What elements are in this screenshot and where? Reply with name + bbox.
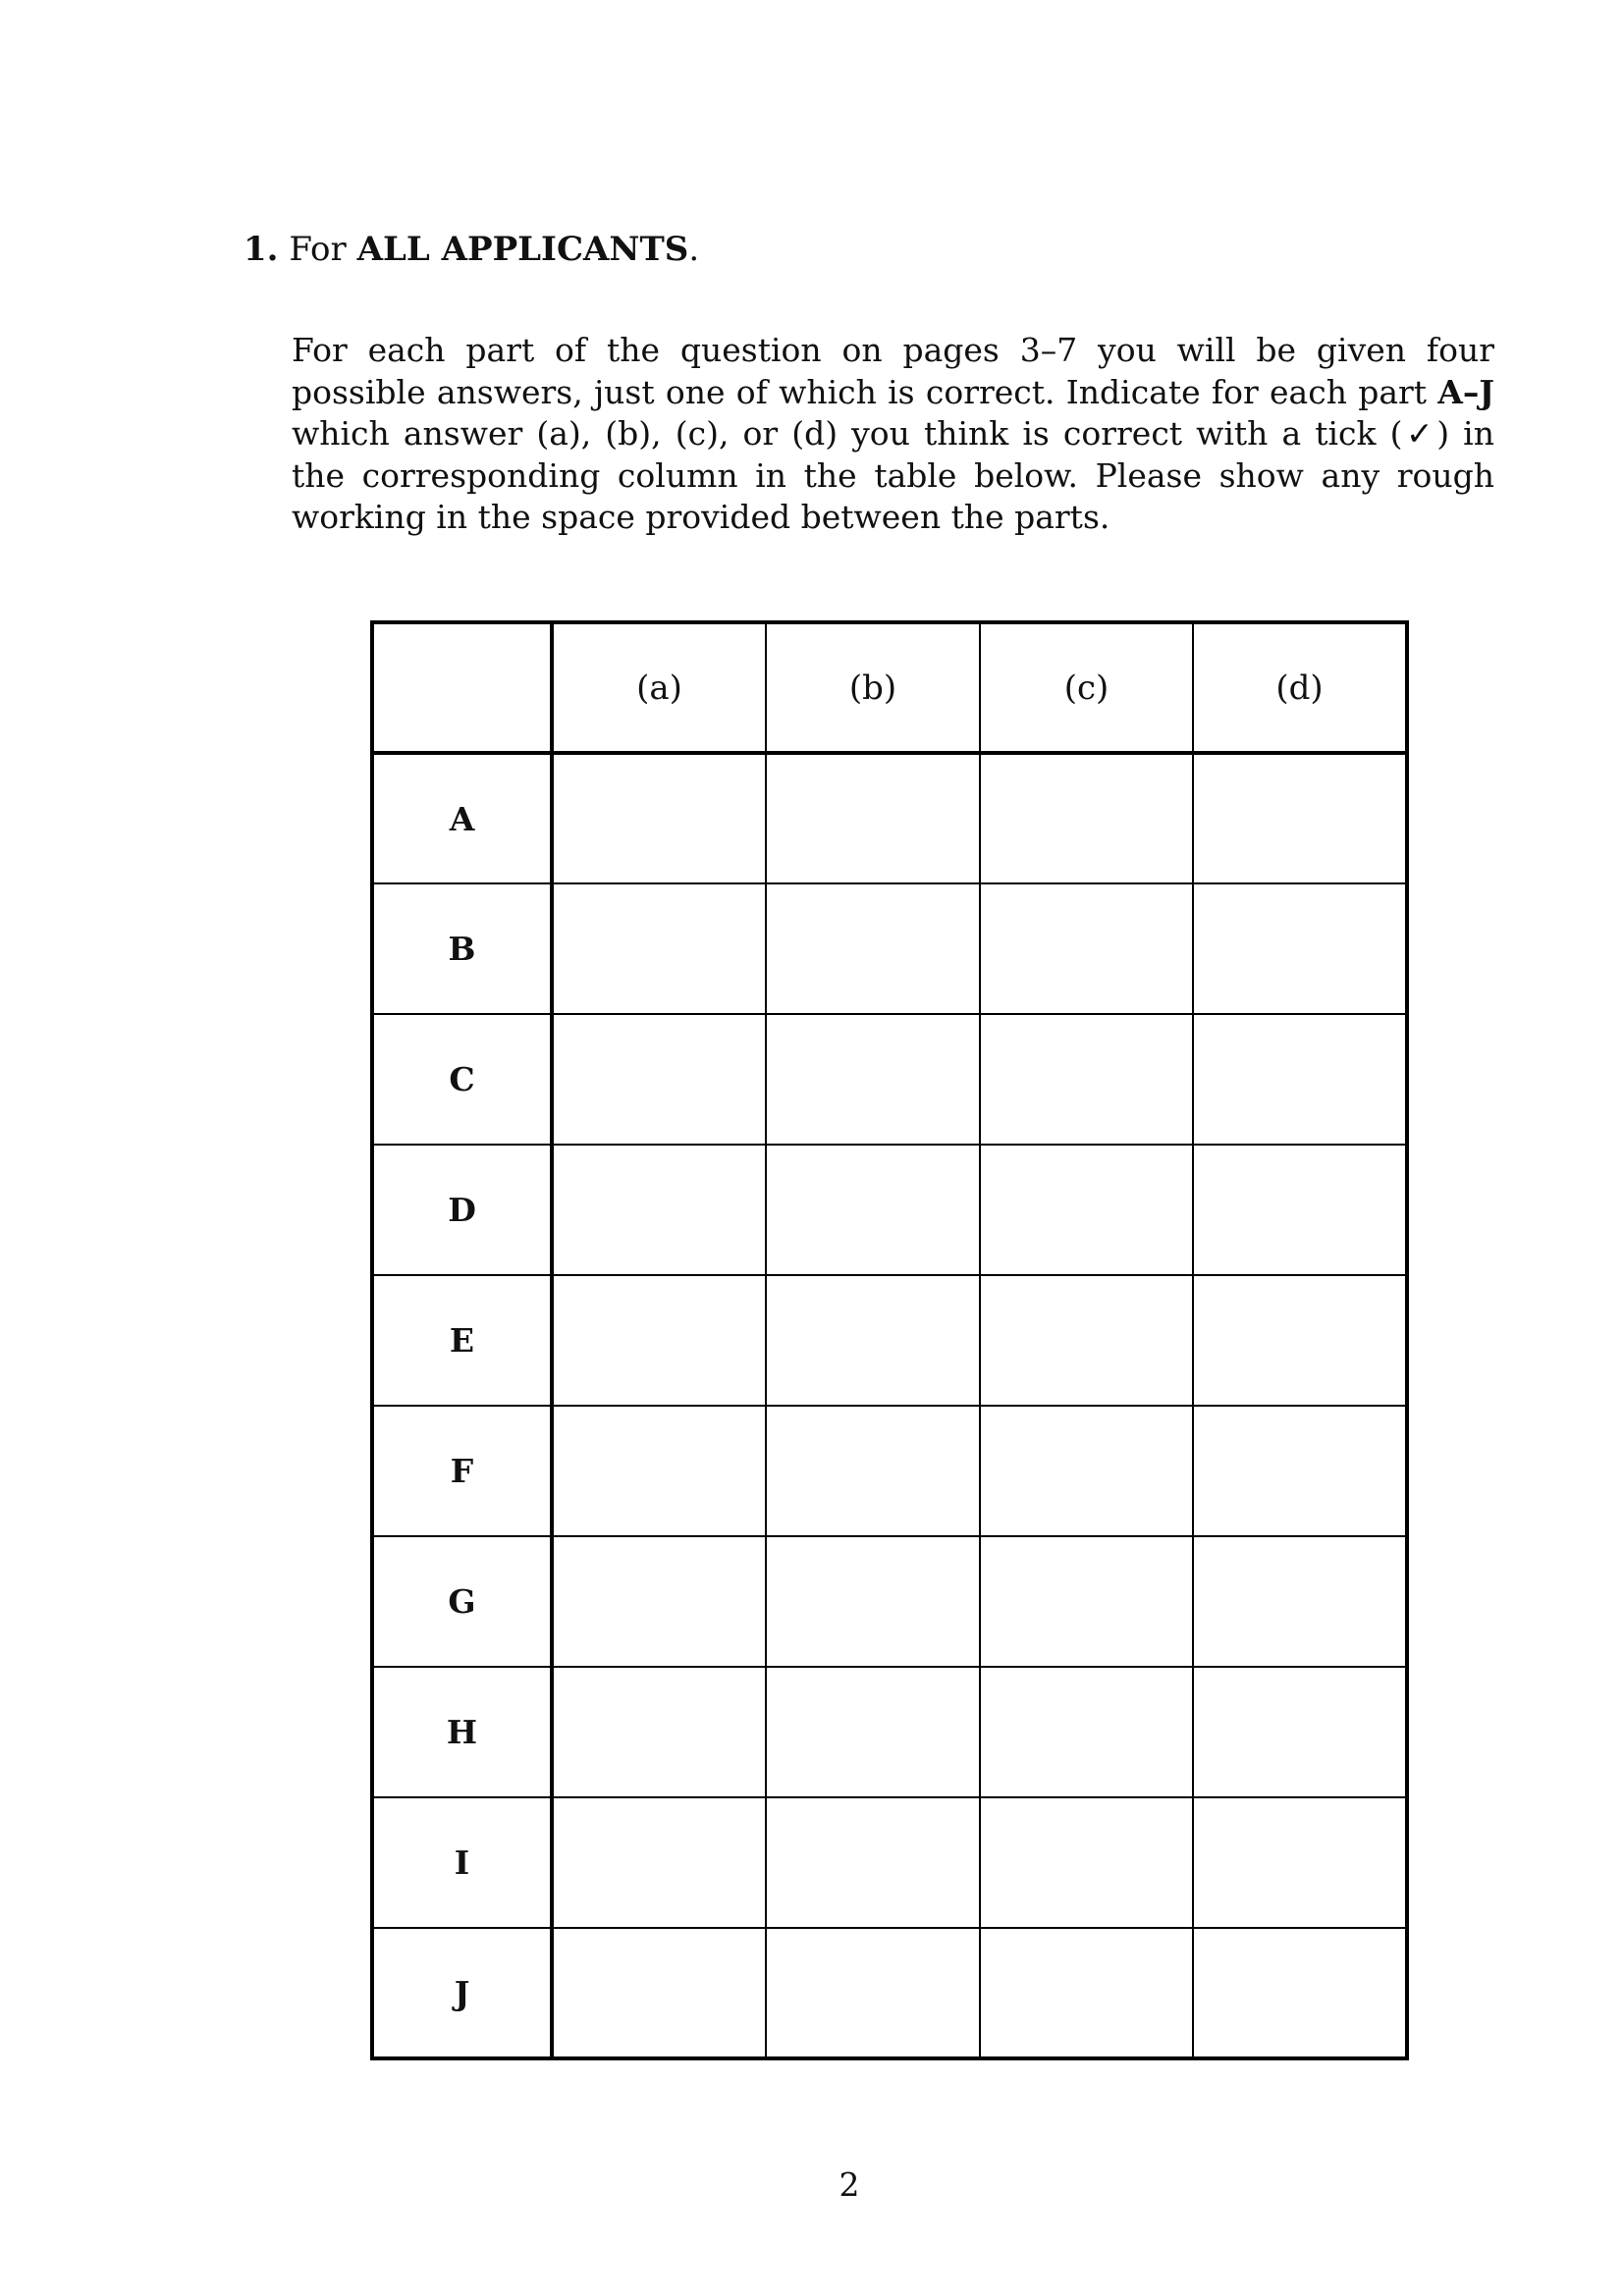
answer-row-c <box>372 1014 1407 1145</box>
answer-cell-e-a[interactable] <box>552 1275 766 1406</box>
question-number: 1. <box>243 230 279 269</box>
answer-row-a <box>372 753 1407 883</box>
answer-cell-j-c[interactable] <box>980 1928 1193 2058</box>
answer-cell-c-d[interactable] <box>1193 1014 1407 1145</box>
answer-cell-b-b[interactable] <box>766 883 980 1014</box>
answer-row-g <box>372 1536 1407 1667</box>
answer-cell-i-b[interactable] <box>766 1797 980 1928</box>
answer-row-b <box>372 883 1407 1014</box>
question-prefix: For <box>289 230 347 269</box>
answer-cell-h-b[interactable] <box>766 1667 980 1797</box>
row-label-g: G <box>372 1536 552 1667</box>
answer-cell-a-a[interactable] <box>552 753 766 883</box>
answer-cell-g-d[interactable] <box>1193 1536 1407 1667</box>
answer-row-e <box>372 1275 1407 1406</box>
row-label-f: F <box>372 1406 552 1536</box>
answer-row-d <box>372 1145 1407 1275</box>
question-heading <box>243 228 699 271</box>
answer-cell-f-d[interactable] <box>1193 1406 1407 1536</box>
answer-cell-j-b[interactable] <box>766 1928 980 2058</box>
answer-cell-f-b[interactable] <box>766 1406 980 1536</box>
answer-cell-d-a[interactable] <box>552 1145 766 1275</box>
answer-cell-g-c[interactable] <box>980 1536 1193 1667</box>
answer-cell-b-d[interactable] <box>1193 883 1407 1014</box>
answer-grid <box>370 620 1409 2060</box>
instructions-parts-range: A–J <box>1437 372 1494 411</box>
question-period: . <box>688 230 700 269</box>
row-label-c: C <box>372 1014 552 1145</box>
answer-row-j <box>372 1928 1407 2058</box>
answer-cell-g-a[interactable] <box>552 1536 766 1667</box>
instructions-paragraph <box>292 330 1494 539</box>
row-label-i: I <box>372 1797 552 1928</box>
answer-row-f <box>372 1406 1407 1536</box>
answer-grid-header-row <box>372 622 1407 753</box>
page-number: 2 <box>839 2165 860 2204</box>
row-label-a: A <box>372 753 552 883</box>
answer-row-h <box>372 1667 1407 1797</box>
answer-cell-a-b[interactable] <box>766 753 980 883</box>
answer-cell-f-c[interactable] <box>980 1406 1193 1536</box>
answer-cell-c-c[interactable] <box>980 1014 1193 1145</box>
row-label-b: B <box>372 883 552 1014</box>
column-header-b: (b) <box>766 622 980 753</box>
answer-cell-e-d[interactable] <box>1193 1275 1407 1406</box>
answer-cell-h-d[interactable] <box>1193 1667 1407 1797</box>
answer-cell-j-a[interactable] <box>552 1928 766 2058</box>
answer-row-i <box>372 1797 1407 1928</box>
answer-cell-c-b[interactable] <box>766 1014 980 1145</box>
answer-grid-corner-cell <box>372 622 552 753</box>
row-label-e: E <box>372 1275 552 1406</box>
instructions-text-2: which answer (a), (b), (c), or (d) you think is correct with a tick (✓) in the corresponding column in the table below. Please show any rough working in the space provided between the parts. <box>292 414 1494 536</box>
answer-cell-f-a[interactable] <box>552 1406 766 1536</box>
answer-cell-b-a[interactable] <box>552 883 766 1014</box>
answer-cell-c-a[interactable] <box>552 1014 766 1145</box>
answer-cell-e-b[interactable] <box>766 1275 980 1406</box>
answer-cell-d-b[interactable] <box>766 1145 980 1275</box>
answer-cell-d-c[interactable] <box>980 1145 1193 1275</box>
answer-cell-a-d[interactable] <box>1193 753 1407 883</box>
answer-cell-a-c[interactable] <box>980 753 1193 883</box>
answer-cell-i-c[interactable] <box>980 1797 1193 1928</box>
answer-cell-e-c[interactable] <box>980 1275 1193 1406</box>
row-label-d: D <box>372 1145 552 1275</box>
column-header-a: (a) <box>552 622 766 753</box>
answer-cell-h-c[interactable] <box>980 1667 1193 1797</box>
answer-cell-g-b[interactable] <box>766 1536 980 1667</box>
row-label-h: H <box>372 1667 552 1797</box>
column-header-c: (c) <box>980 622 1193 753</box>
question-audience: ALL APPLICANTS <box>356 230 689 269</box>
answer-cell-h-a[interactable] <box>552 1667 766 1797</box>
answer-cell-d-d[interactable] <box>1193 1145 1407 1275</box>
answer-cell-b-c[interactable] <box>980 883 1193 1014</box>
answer-cell-j-d[interactable] <box>1193 1928 1407 2058</box>
answer-cell-i-d[interactable] <box>1193 1797 1407 1928</box>
column-header-d: (d) <box>1193 622 1407 753</box>
answer-cell-i-a[interactable] <box>552 1797 766 1928</box>
row-label-j: J <box>372 1928 552 2058</box>
instructions-text-1: For each part of the question on pages 3–7 you will be given four possible answers, just one of which is correct. Indicate for each part <box>292 331 1494 411</box>
